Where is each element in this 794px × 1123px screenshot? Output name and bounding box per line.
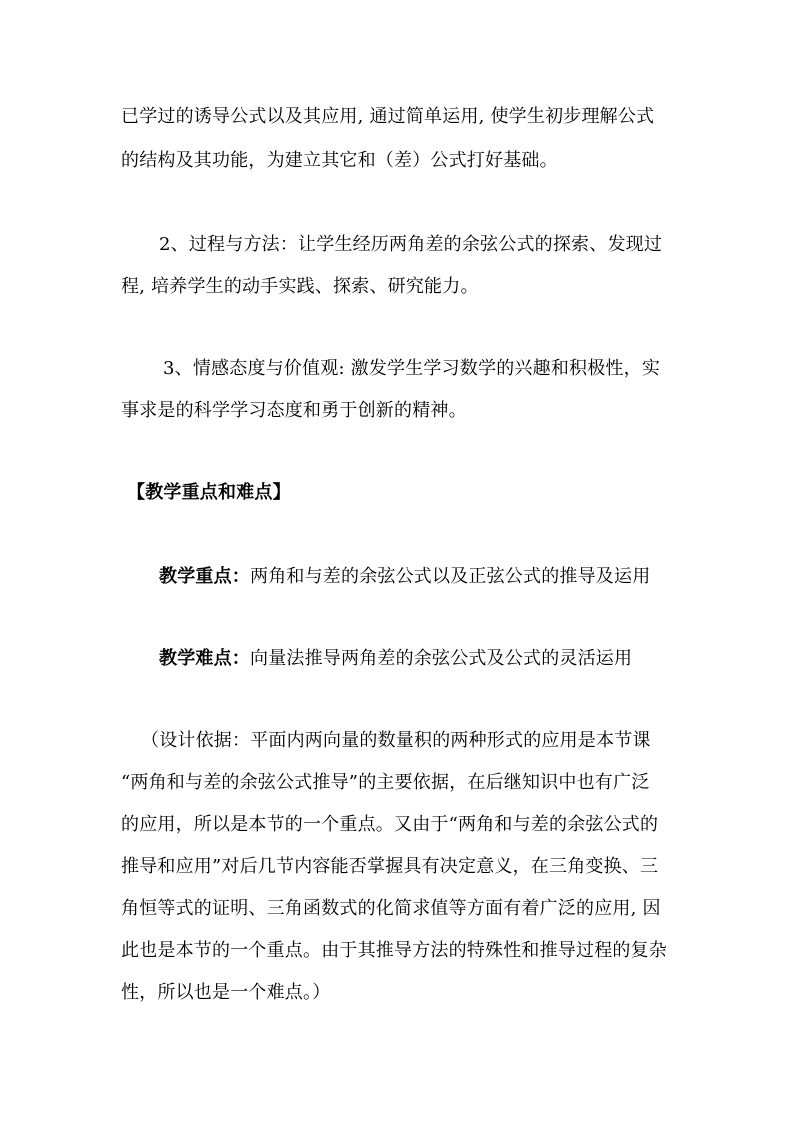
design-basis-line-4: 推导和应用”对后几节内容能否掌握具有决定意义，在三角变换、三 xyxy=(121,856,659,877)
difficult-point-line xyxy=(159,646,632,672)
paragraph-2-line-2: 程, 培养学生的动手实践、探索、研究能力。 xyxy=(121,276,479,297)
design-basis-line-3: 的应用，所以是本节的一个重点。又由于“两角和与差的余弦公式的 xyxy=(121,814,659,835)
design-basis-line-2: “两角和与差的余弦公式推导”的主要依据，在后继知识中也有广泛 xyxy=(121,772,650,793)
paragraph-2-line-1: 2、过程与方法：让学生经历两角差的余弦公式的探索、发现过 xyxy=(159,234,663,255)
key-point-text: 两角和与差的余弦公式以及正弦公式的推导及运用 xyxy=(250,566,651,587)
design-basis-line-1: （设计依据：平面内两向量的数量积的两种形式的应用是本节课 xyxy=(141,730,651,751)
section-heading: 【教学重点和难点】 xyxy=(127,482,291,503)
design-basis-line-7: 性，所以也是一个难点。） xyxy=(121,982,331,1003)
difficult-point-text: 向量法推导两角差的余弦公式及公式的灵活运用 xyxy=(250,648,633,669)
key-point-line xyxy=(159,564,650,590)
design-basis-line-6: 此也是本节的一个重点。由于其推导方法的特殊性和推导过程的复杂 xyxy=(121,940,667,961)
paragraph-1-line-2: 的结构及其功能，为建立其它和（差）公式打好基础。 xyxy=(121,150,558,171)
key-point-label: 教学重点： xyxy=(159,566,250,587)
paragraph-3-line-1: 3、情感态度与价值观: 激发学生学习数学的兴趣和积极性，实 xyxy=(163,358,661,379)
paragraph-1-line-1: 已学过的诱导公式以及其应用, 通过简单运用, 使学生初步理解公式 xyxy=(121,106,655,127)
difficult-point-label: 教学难点： xyxy=(159,648,250,669)
design-basis-line-5: 角恒等式的证明、三角函数式的化简求值等方面有着广泛的应用, 因 xyxy=(121,898,661,919)
paragraph-3-line-2: 事求是的科学学习态度和勇于创新的精神。 xyxy=(121,400,467,421)
